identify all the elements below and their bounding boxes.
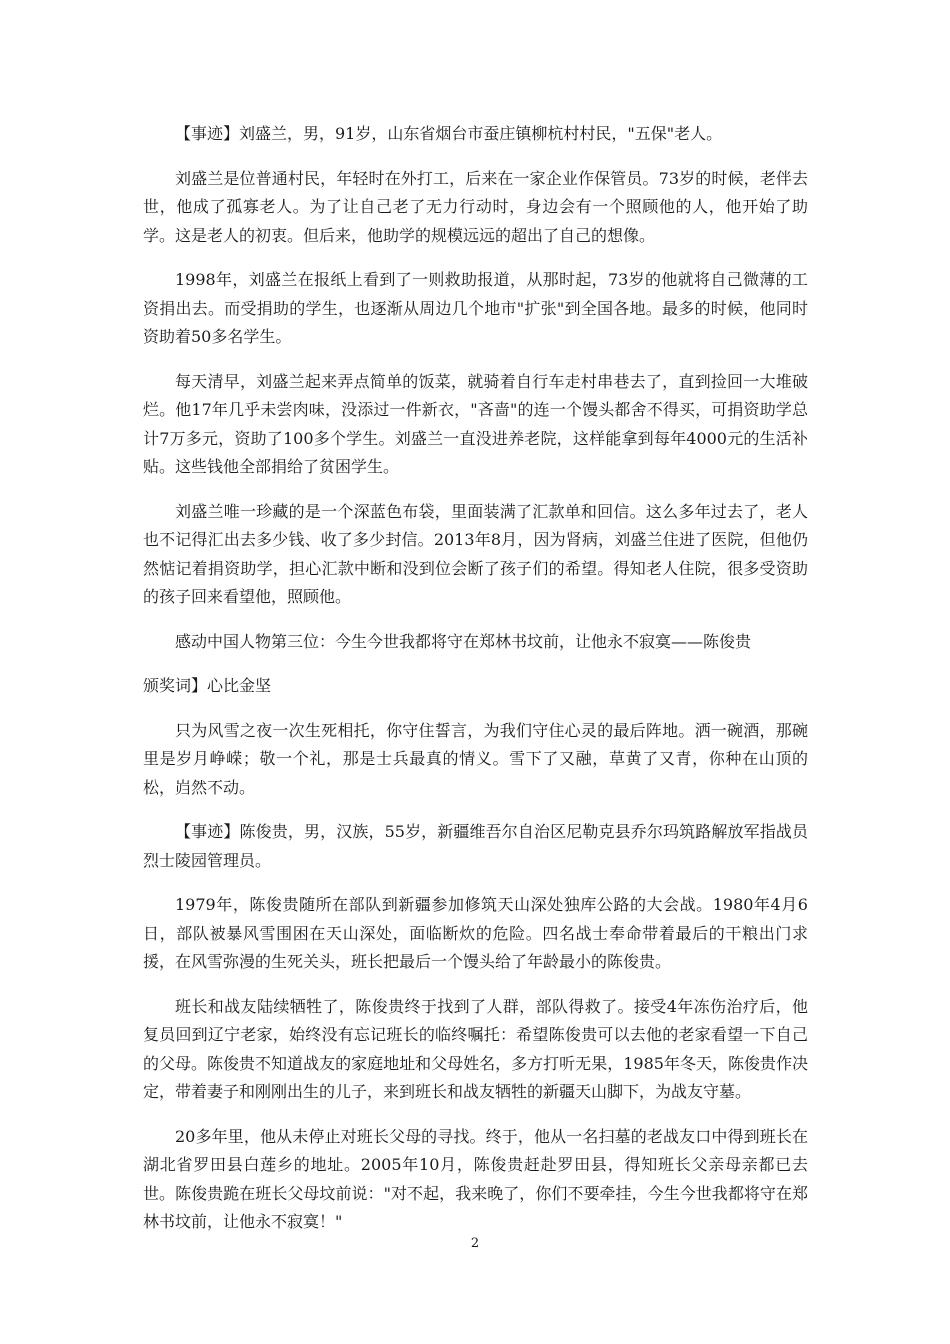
paragraph-liu-blue-bag: 刘盛兰唯一珍藏的是一个深蓝色布袋，里面装满了汇款单和回信。这么多年过去了，老人也不记得汇出去多少钱、收了多少封信。2013年8月，因为肾病，刘盛兰住进了医院，但他仍然惦记着捐资助学，担心汇款中断和没到位会断了孩子们的希望。得知老人住院，很多受资助的孩子回来看望他，照顾他。 (143, 501, 808, 606)
award-words-heading: 颁奖词】心比金坚 (143, 676, 272, 695)
paragraph-chen-1979: 1979年，陈俊贵随所在部队到新疆参加修筑天山深处独库公路的大会战。1980年4月6日，部队被暴风雪围困在天山深处，面临断炊的危险。四名战士奉命带着最后的干粮出门求援，在风雪弥漫的生死关头，班长把最后一个馒头给了年龄最小的陈俊贵。 (143, 895, 808, 971)
paragraph-liu-1998: 1998年，刘盛兰在报纸上看到了一则救助报道，从那时起，73岁的他就将自己微薄的工资捐出去。而受捐助的学生，也逐渐从周边几个地市"扩张"到全国各地。最多的时候，他同时资助着50多名学生。 (143, 270, 808, 346)
paragraph-liu-intro: 【事迹】刘盛兰，男，91岁，山东省烟台市蚕庄镇柳杭村村民，"五保"老人。 (175, 124, 723, 143)
page-number: 2 (470, 1236, 480, 1251)
paragraph-chen-rescue: 班长和战友陆续牺牲了，陈俊贵终于找到了人群，部队得救了。接受4年冻伤治疗后，他复员回到辽宁老家，始终没有忘记班长的临终嘱托：希望陈俊贵可以去他的老家看望一下自己的父母。陈俊贵不知道战友的家庭地址和父母姓名，多方打听无果，1985年冬天，陈俊贵作决定，带着妻子和刚刚出生的儿子，来到班长和战友牺牲的新疆天山脚下，为战友守墓。 (143, 996, 808, 1101)
paragraph-chen-intro: 【事迹】陈俊贵，男，汉族，55岁，新疆维吾尔自治区尼勒克县乔尔玛筑路解放军指战员烈士陵园管理员。 (143, 822, 808, 870)
paragraph-award-words: 只为风雪之夜一次生死相托，你守住誓言，为我们守住心灵的最后阵地。洒一碗酒，那碗里是岁月峥嵘；敬一个礼，那是士兵最真的情义。雪下了又融，草黄了又青，你种在山顶的松，岿然不动。 (143, 720, 808, 797)
paragraph-liu-daily-life: 每天清早，刘盛兰起来弄点简单的饭菜，就骑着自行车走村串巷去了，直到捡回一大堆破烂。他17年几乎未尝肉味，没添过一件新衣，"吝啬"的连一个馒头都舍不得买，可捐资助学总计7万多元，资助了100多个学生。刘盛兰一直没进养老院，这样能拿到每年4000元的生活补贴。这些钱他全部捐给了贫困学生。 (143, 371, 808, 476)
paragraph-liu-background: 刘盛兰是位普通村民，年轻时在外打工，后来在一家企业作保管员。73岁的时候，老伴去世，他成了孤寡老人。为了让自己老了无力行动时，身边会有一个照顾他的人，他开始了助学。这是老人的初衷。但后来，他助学的规模远远的超出了自己的想像。 (143, 168, 808, 245)
document-body (143, 120, 808, 1253)
paragraph-chen-search: 20多年里，他从未停止对班长父母的寻找。终于，他从一名扫墓的老战友口中得到班长在湖北省罗田县白莲乡的地址。2005年10月，陈俊贵赶赴罗田县，得知班长父亲母亲都已去世。陈俊贵跪在班长父母坟前说："对不起，我来晚了，你们不要牵挂，今生今世我都将守在郑林书坟前，让他永不寂寞！" (143, 1126, 808, 1231)
section-heading-third-person: 感动中国人物第三位：今生今世我都将守在郑林书坟前，让他永不寂寞——陈俊贵 (175, 631, 752, 651)
